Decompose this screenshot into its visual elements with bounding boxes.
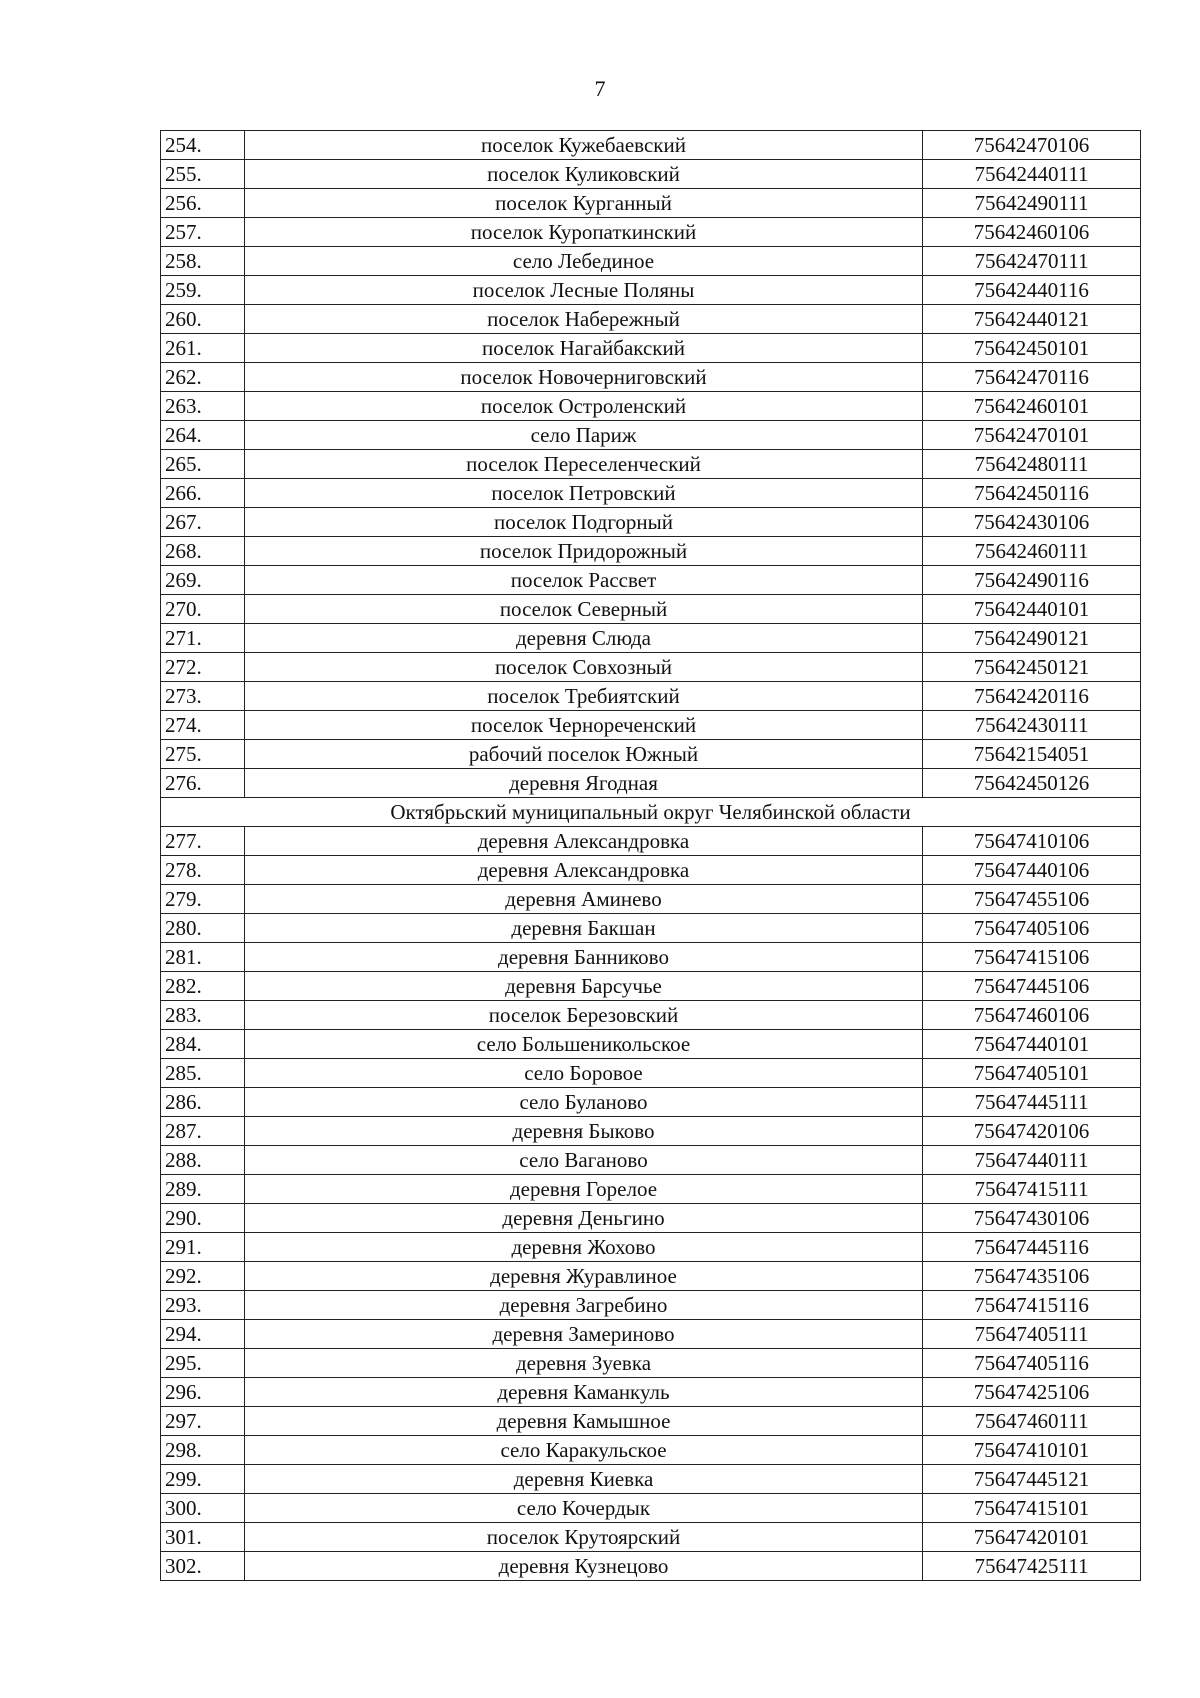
table-row <box>161 276 1141 305</box>
row-number: 256. <box>161 189 245 218</box>
row-number: 279. <box>161 885 245 914</box>
table-row <box>161 1523 1141 1552</box>
table-row <box>161 1349 1141 1378</box>
row-number: 258. <box>161 247 245 276</box>
table-row <box>161 1175 1141 1204</box>
settlement-name: поселок Новочерниговский <box>245 363 923 392</box>
table-row <box>161 363 1141 392</box>
settlement-name: рабочий поселок Южный <box>245 740 923 769</box>
table-row <box>161 334 1141 363</box>
settlement-name: поселок Лесные Поляны <box>245 276 923 305</box>
row-number: 280. <box>161 914 245 943</box>
row-number: 298. <box>161 1436 245 1465</box>
oktmo-code: 75642490116 <box>923 566 1141 595</box>
settlement-name: поселок Остроленский <box>245 392 923 421</box>
oktmo-code: 75647445111 <box>923 1088 1141 1117</box>
settlement-name: поселок Куликовский <box>245 160 923 189</box>
oktmo-code: 75647415106 <box>923 943 1141 972</box>
table-row <box>161 537 1141 566</box>
row-number: 289. <box>161 1175 245 1204</box>
settlement-name: село Буланово <box>245 1088 923 1117</box>
settlement-name: село Кочердык <box>245 1494 923 1523</box>
oktmo-code: 75647420106 <box>923 1117 1141 1146</box>
table-row <box>161 1494 1141 1523</box>
oktmo-code: 75647405111 <box>923 1320 1141 1349</box>
row-number: 277. <box>161 827 245 856</box>
row-number: 292. <box>161 1262 245 1291</box>
settlement-name: деревня Барсучье <box>245 972 923 1001</box>
table-row <box>161 566 1141 595</box>
row-number: 270. <box>161 595 245 624</box>
oktmo-code: 75647460111 <box>923 1407 1141 1436</box>
row-number: 301. <box>161 1523 245 1552</box>
oktmo-code: 75642460101 <box>923 392 1141 421</box>
oktmo-code: 75647445116 <box>923 1233 1141 1262</box>
table-row <box>161 1291 1141 1320</box>
row-number: 275. <box>161 740 245 769</box>
settlement-name: деревня Жохово <box>245 1233 923 1262</box>
settlement-name: поселок Крутоярский <box>245 1523 923 1552</box>
table-row <box>161 653 1141 682</box>
table-row <box>161 943 1141 972</box>
oktmo-code: 75647405106 <box>923 914 1141 943</box>
oktmo-code: 75642480111 <box>923 450 1141 479</box>
row-number: 269. <box>161 566 245 595</box>
oktmo-code: 75647415116 <box>923 1291 1141 1320</box>
oktmo-code: 75647410101 <box>923 1436 1141 1465</box>
oktmo-code: 75647440101 <box>923 1030 1141 1059</box>
oktmo-code: 75642450121 <box>923 653 1141 682</box>
row-number: 259. <box>161 276 245 305</box>
oktmo-code: 75647435106 <box>923 1262 1141 1291</box>
settlement-name: деревня Быково <box>245 1117 923 1146</box>
table-row <box>161 1059 1141 1088</box>
table-row <box>161 1465 1141 1494</box>
settlement-name: село Каракульское <box>245 1436 923 1465</box>
oktmo-code: 75642490121 <box>923 624 1141 653</box>
row-number: 299. <box>161 1465 245 1494</box>
row-number: 276. <box>161 769 245 798</box>
oktmo-code: 75647410106 <box>923 827 1141 856</box>
row-number: 264. <box>161 421 245 450</box>
settlement-name: деревня Каманкуль <box>245 1378 923 1407</box>
oktmo-code: 75642440121 <box>923 305 1141 334</box>
settlement-name: поселок Березовский <box>245 1001 923 1030</box>
row-number: 283. <box>161 1001 245 1030</box>
oktmo-code: 75642470111 <box>923 247 1141 276</box>
row-number: 297. <box>161 1407 245 1436</box>
oktmo-code: 75647460106 <box>923 1001 1141 1030</box>
settlement-name: деревня Александровка <box>245 856 923 885</box>
table-row <box>161 856 1141 885</box>
oktmo-code: 75647425106 <box>923 1378 1141 1407</box>
oktmo-code: 75647420101 <box>923 1523 1141 1552</box>
row-number: 296. <box>161 1378 245 1407</box>
oktmo-code: 75642450101 <box>923 334 1141 363</box>
table-row <box>161 827 1141 856</box>
table-row <box>161 972 1141 1001</box>
table-row <box>161 1378 1141 1407</box>
settlement-name: село Париж <box>245 421 923 450</box>
table-row <box>161 1204 1141 1233</box>
oktmo-code: 75647415101 <box>923 1494 1141 1523</box>
row-number: 287. <box>161 1117 245 1146</box>
oktmo-code: 75647405101 <box>923 1059 1141 1088</box>
settlement-name: деревня Журавлиное <box>245 1262 923 1291</box>
settlement-name: поселок Набережный <box>245 305 923 334</box>
oktmo-code: 75642440101 <box>923 595 1141 624</box>
settlement-name: поселок Подгорный <box>245 508 923 537</box>
oktmo-code: 75642154051 <box>923 740 1141 769</box>
row-number: 272. <box>161 653 245 682</box>
settlement-name: деревня Горелое <box>245 1175 923 1204</box>
table-row <box>161 508 1141 537</box>
settlement-name: поселок Куропаткинский <box>245 218 923 247</box>
table-row <box>161 247 1141 276</box>
oktmo-code: 75647455106 <box>923 885 1141 914</box>
row-number: 294. <box>161 1320 245 1349</box>
settlement-name: поселок Нагайбакский <box>245 334 923 363</box>
settlement-name: деревня Слюда <box>245 624 923 653</box>
row-number: 278. <box>161 856 245 885</box>
oktmo-code: 75642450116 <box>923 479 1141 508</box>
table-row <box>161 189 1141 218</box>
settlement-name: деревня Аминево <box>245 885 923 914</box>
settlement-name: деревня Киевка <box>245 1465 923 1494</box>
settlement-name: поселок Петровский <box>245 479 923 508</box>
oktmo-code: 75647445106 <box>923 972 1141 1001</box>
table-row <box>161 218 1141 247</box>
oktmo-code: 75642440111 <box>923 160 1141 189</box>
settlement-name: деревня Замериново <box>245 1320 923 1349</box>
page-number: 7 <box>594 76 606 101</box>
table-row <box>161 160 1141 189</box>
oktmo-code: 75642490111 <box>923 189 1141 218</box>
row-number: 291. <box>161 1233 245 1262</box>
oktmo-code: 75647440106 <box>923 856 1141 885</box>
row-number: 300. <box>161 1494 245 1523</box>
settlement-name: село Боровое <box>245 1059 923 1088</box>
settlement-name: деревня Зуевка <box>245 1349 923 1378</box>
table-row <box>161 1407 1141 1436</box>
settlement-name: поселок Совхозный <box>245 653 923 682</box>
table-row <box>161 740 1141 769</box>
table-row <box>161 450 1141 479</box>
row-number: 302. <box>161 1552 245 1581</box>
table-row <box>161 914 1141 943</box>
row-number: 285. <box>161 1059 245 1088</box>
section-title: Октябрьский муниципальный округ Челябинской области <box>161 798 1141 827</box>
settlement-name: поселок Чернореченский <box>245 711 923 740</box>
settlement-name: деревня Камышное <box>245 1407 923 1436</box>
oktmo-code: 75642430106 <box>923 508 1141 537</box>
row-number: 268. <box>161 537 245 566</box>
settlement-name: поселок Требиятский <box>245 682 923 711</box>
oktmo-code: 75642460106 <box>923 218 1141 247</box>
oktmo-code: 75642420116 <box>923 682 1141 711</box>
settlement-name: поселок Переселенческий <box>245 450 923 479</box>
row-number: 288. <box>161 1146 245 1175</box>
settlement-name: деревня Банниково <box>245 943 923 972</box>
oktmo-code: 75642470101 <box>923 421 1141 450</box>
row-number: 295. <box>161 1349 245 1378</box>
table-row <box>161 1436 1141 1465</box>
settlement-name: деревня Бакшан <box>245 914 923 943</box>
row-number: 284. <box>161 1030 245 1059</box>
row-number: 262. <box>161 363 245 392</box>
oktmo-code: 75642440116 <box>923 276 1141 305</box>
row-number: 281. <box>161 943 245 972</box>
settlement-name: поселок Рассвет <box>245 566 923 595</box>
row-number: 260. <box>161 305 245 334</box>
table-row <box>161 305 1141 334</box>
settlements-table <box>160 130 1141 1581</box>
table-row <box>161 1320 1141 1349</box>
settlement-name: село Большеникольское <box>245 1030 923 1059</box>
row-number: 265. <box>161 450 245 479</box>
settlement-name: деревня Загребино <box>245 1291 923 1320</box>
settlement-name: деревня Деньгино <box>245 1204 923 1233</box>
table-row <box>161 1262 1141 1291</box>
settlement-name: поселок Курганный <box>245 189 923 218</box>
table-row <box>161 1146 1141 1175</box>
table-row <box>161 392 1141 421</box>
settlement-name: деревня Кузнецово <box>245 1552 923 1581</box>
row-number: 257. <box>161 218 245 247</box>
table-row <box>161 1117 1141 1146</box>
oktmo-code: 75647445121 <box>923 1465 1141 1494</box>
table-row <box>161 1088 1141 1117</box>
table-row <box>161 711 1141 740</box>
table-row <box>161 595 1141 624</box>
row-number: 273. <box>161 682 245 711</box>
row-number: 286. <box>161 1088 245 1117</box>
oktmo-code: 75642470116 <box>923 363 1141 392</box>
row-number: 267. <box>161 508 245 537</box>
table-row <box>161 421 1141 450</box>
oktmo-code: 75642450126 <box>923 769 1141 798</box>
oktmo-code: 75642430111 <box>923 711 1141 740</box>
table-row <box>161 682 1141 711</box>
row-number: 293. <box>161 1291 245 1320</box>
section-header-row <box>161 798 1141 827</box>
table-row <box>161 1001 1141 1030</box>
oktmo-code: 75647405116 <box>923 1349 1141 1378</box>
oktmo-code: 75642460111 <box>923 537 1141 566</box>
settlement-name: село Ваганово <box>245 1146 923 1175</box>
settlement-name: поселок Придорожный <box>245 537 923 566</box>
table-row <box>161 1030 1141 1059</box>
settlement-name: поселок Северный <box>245 595 923 624</box>
row-number: 290. <box>161 1204 245 1233</box>
row-number: 263. <box>161 392 245 421</box>
row-number: 282. <box>161 972 245 1001</box>
row-number: 254. <box>161 131 245 160</box>
table-row <box>161 624 1141 653</box>
settlement-name: поселок Кужебаевский <box>245 131 923 160</box>
oktmo-code: 75647415111 <box>923 1175 1141 1204</box>
row-number: 271. <box>161 624 245 653</box>
table-row <box>161 1233 1141 1262</box>
table-row <box>161 769 1141 798</box>
row-number: 274. <box>161 711 245 740</box>
settlement-name: деревня Ягодная <box>245 769 923 798</box>
oktmo-code: 75647440111 <box>923 1146 1141 1175</box>
oktmo-code: 75647425111 <box>923 1552 1141 1581</box>
row-number: 255. <box>161 160 245 189</box>
settlement-name: деревня Александровка <box>245 827 923 856</box>
table-row <box>161 479 1141 508</box>
oktmo-code: 75647430106 <box>923 1204 1141 1233</box>
table-row <box>161 885 1141 914</box>
table-body <box>161 131 1141 1581</box>
row-number: 266. <box>161 479 245 508</box>
row-number: 261. <box>161 334 245 363</box>
table-row <box>161 1552 1141 1581</box>
oktmo-code: 75642470106 <box>923 131 1141 160</box>
settlement-name: село Лебединое <box>245 247 923 276</box>
table-row <box>161 131 1141 160</box>
